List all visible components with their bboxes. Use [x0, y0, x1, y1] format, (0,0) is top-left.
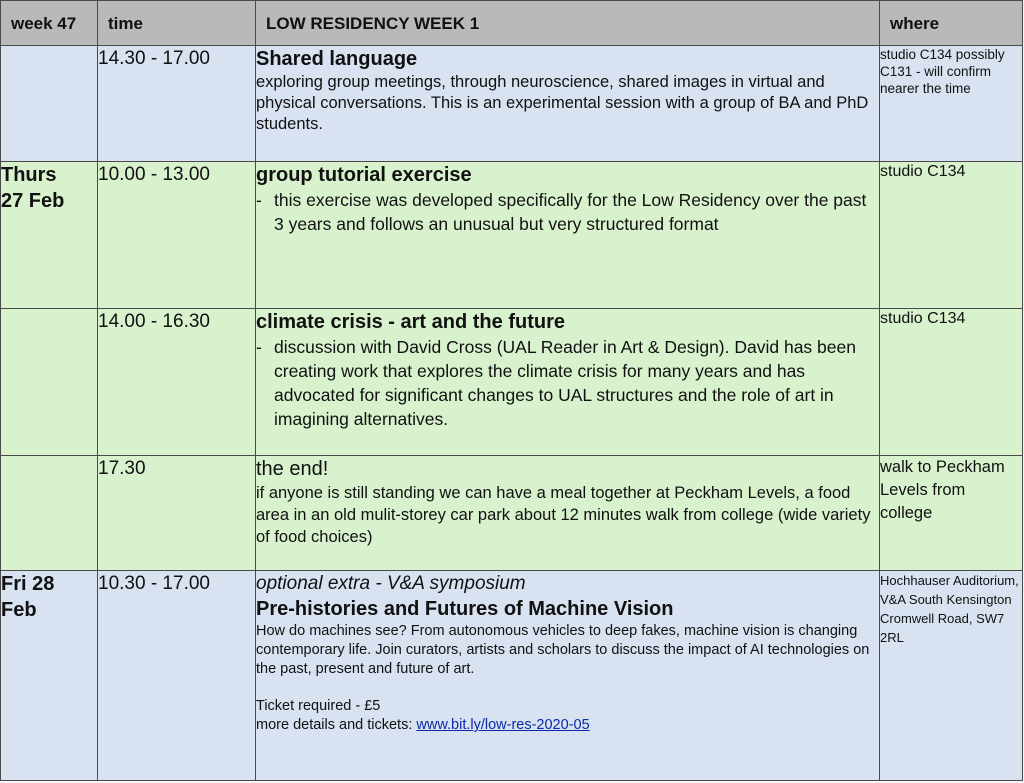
activity-cell: [256, 309, 880, 456]
activity-cell: [256, 162, 880, 309]
where-cell: studio C134: [880, 162, 1023, 309]
session-description: if anyone is still standing we can have a meal together at Peckham Levels, a food area in an old mulit-storey car park about 12 minutes walk from college (wide variety of food choices): [256, 484, 871, 546]
details-prefix: more details and tickets:: [256, 717, 417, 733]
session-description: How do machines see? From autonomous vehicles to deep fakes, machine vision is changing contemporary life. Join curators, artists and scholars to discuss the impact of AI technologies on the past, present and future of art.: [256, 623, 870, 677]
session-description: discussion with David Cross (UAL Reader in Art & Design). David has been creating work that explores the climate crisis for many years and has advocated for significant changes to UAL structures and the role of art in imagining alternatives.: [274, 337, 856, 429]
header-row: [1, 1, 1023, 46]
session-title: the end!: [256, 458, 329, 480]
where-cell: studio C134: [880, 309, 1023, 456]
date-day: Fri 28: [1, 573, 55, 595]
session-row-climate-crisis: [1, 309, 1023, 456]
date-day: Thurs: [1, 164, 57, 186]
activity-cell: [256, 571, 880, 781]
dash-bullet: -: [256, 337, 262, 357]
date-cell: [1, 571, 98, 781]
date-month: 27 Feb: [1, 190, 65, 212]
time-cell: 14.00 - 16.30: [98, 309, 256, 456]
session-description: this exercise was developed specifically for the Low Residency over the past 3 years and follows an unusual but very structured format: [274, 190, 867, 234]
header-where: where: [880, 1, 1023, 46]
date-cell: [1, 46, 98, 162]
header-week: week 47: [1, 1, 98, 46]
where-cell: Hochhauser Auditorium, V&A South Kensington Cromwell Road, SW7 2RL: [880, 571, 1023, 781]
session-row-the-end: [1, 456, 1023, 571]
session-title: group tutorial exercise: [256, 164, 472, 186]
where-cell: studio C134 possibly C131 - will confirm nearer the time: [880, 46, 1023, 162]
ticket-info: Ticket required - £5: [256, 698, 381, 714]
dash-bullet: -: [256, 190, 262, 210]
time-cell: 14.30 - 17.00: [98, 46, 256, 162]
date-cell: [1, 309, 98, 456]
session-title: Shared language: [256, 48, 418, 70]
activity-cell: [256, 46, 880, 162]
date-cell: [1, 162, 98, 309]
session-subtitle: optional extra - V&A symposium: [256, 573, 526, 594]
session-description: exploring group meetings, through neuroscience, shared images in virtual and physical conversations. This is an experimental session with a group of BA and PhD students.: [256, 73, 869, 133]
session-title: Pre-histories and Futures of Machine Vision: [256, 598, 674, 620]
header-title: LOW RESIDENCY WEEK 1: [256, 1, 880, 46]
session-title: climate crisis - art and the future: [256, 311, 565, 333]
date-month: Feb: [1, 599, 37, 621]
where-cell: walk to Peckham Levels from college: [880, 456, 1023, 571]
header-time: time: [98, 1, 256, 46]
session-row-shared-language: [1, 46, 1023, 162]
activity-cell: [256, 456, 880, 571]
time-cell: 17.30: [98, 456, 256, 571]
session-row-group-tutorial: [1, 162, 1023, 309]
session-description-item: [256, 335, 879, 431]
session-description-item: [256, 188, 879, 236]
time-cell: 10.00 - 13.00: [98, 162, 256, 309]
date-cell: [1, 456, 98, 571]
session-row-va-symposium: [1, 571, 1023, 781]
time-cell: 10.30 - 17.00: [98, 571, 256, 781]
details-line: [256, 716, 879, 735]
tickets-link[interactable]: www.bit.ly/low-res-2020-05: [416, 717, 590, 733]
